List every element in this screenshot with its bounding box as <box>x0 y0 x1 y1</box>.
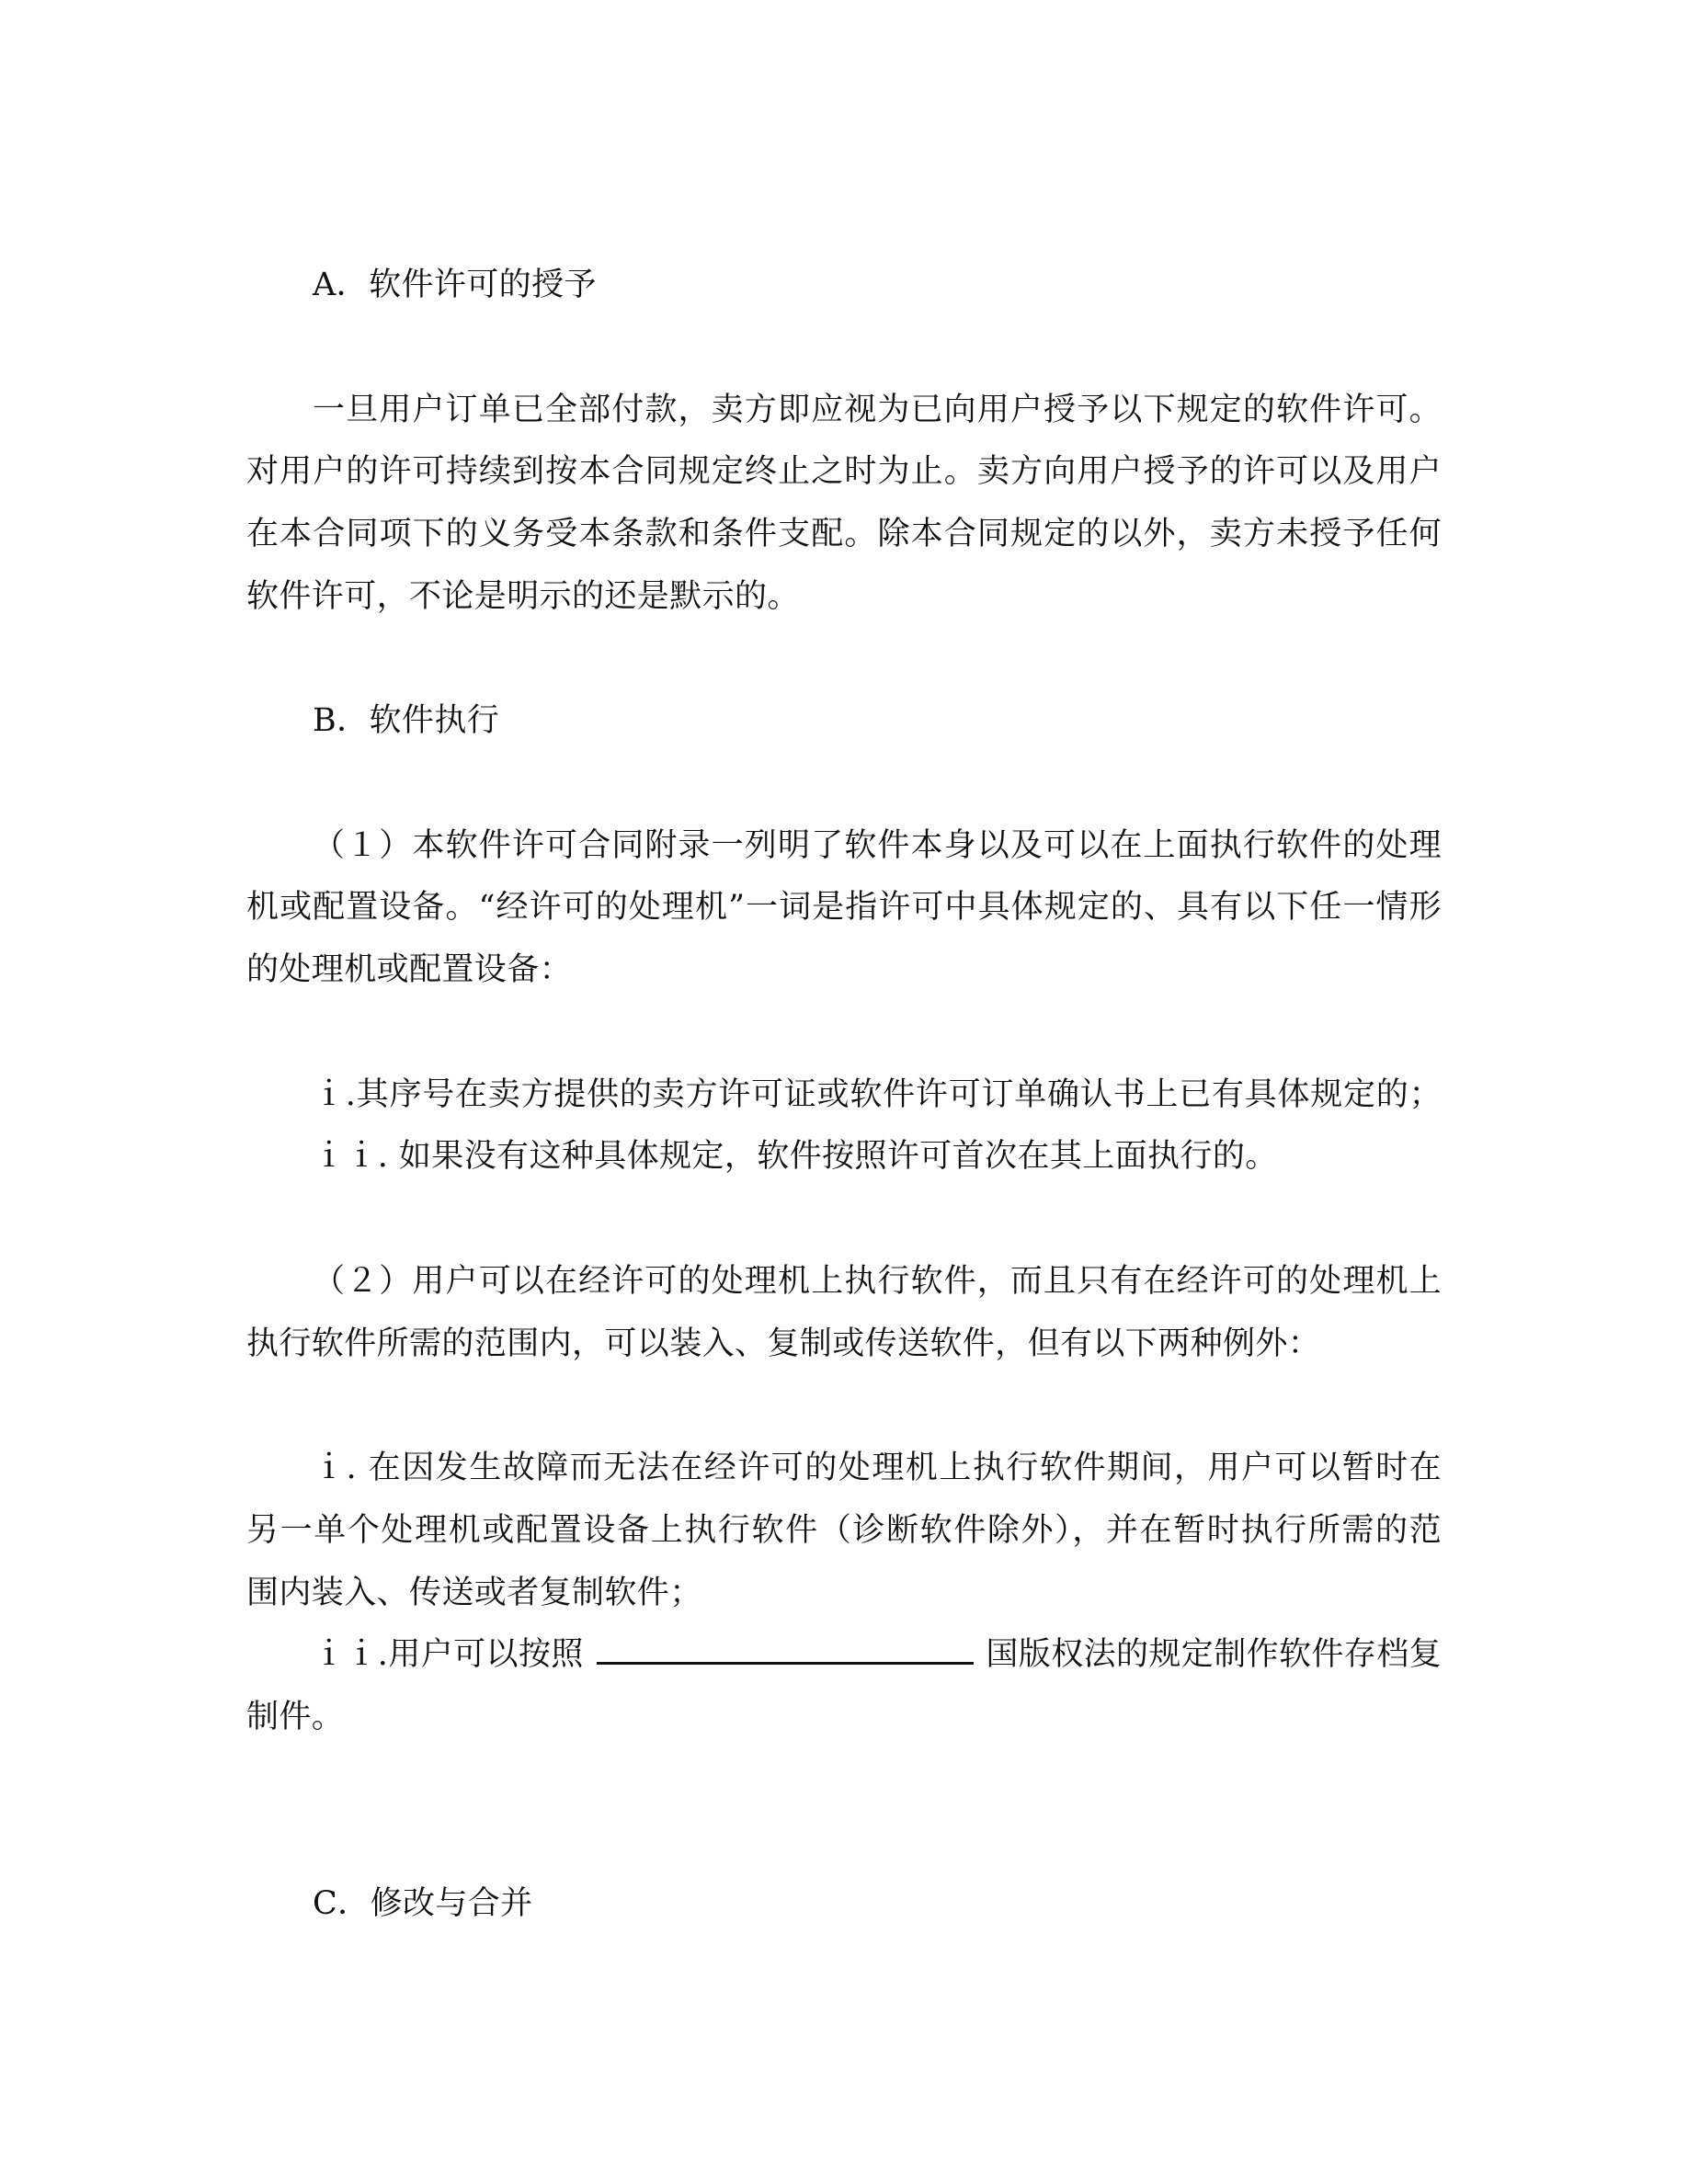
exception-item-i-line: 另一单个处理机或配置设备上执行软件（诊断软件除外），并在暂时执行所需的范 <box>246 1512 1442 1549</box>
section-c-heading: C．修改与合并 <box>313 1885 533 1922</box>
list-item-i: ｉ.其序号在卖方提供的卖方许可证或软件许可订单确认书上已有具体规定的； <box>313 1076 1442 1113</box>
exception-item-ii-continuation: 制件。 <box>246 1699 345 1735</box>
section-a-heading: A．软件许可的授予 <box>313 267 597 303</box>
section-a-line: 在本合同项下的义务受本条款和条件支配。除本合同规定的以外，卖方未授予任何 <box>246 516 1442 552</box>
exception-item-ii-text-start: ｉｉ.用户可以按照 <box>313 1636 584 1673</box>
section-b-heading: B．软件执行 <box>313 702 500 739</box>
exception-item-ii-line <box>313 1632 1442 1677</box>
exception-item-i-line: ｉ. 在因发生故障而无法在经许可的处理机上执行软件期间，用户可以暂时在 <box>313 1450 1442 1486</box>
exception-item-ii-text-end: 国版权法的规定制作软件存档复 <box>986 1636 1442 1673</box>
section-b-para1-line: 机或配置设备。“经许可的处理机”一词是指许可中具体规定的、具有以下任一情形 <box>246 889 1442 926</box>
section-a-line: 对用户的许可持续到按本合同规定终止之时为止。卖方向用户授予的许可以及用户 <box>246 453 1442 490</box>
section-b-para1-line: （１）本软件许可合同附录一列明了软件本身以及可以在上面执行软件的处理 <box>313 827 1442 864</box>
section-b-para2-line: （２）用户可以在经许可的处理机上执行软件，而且只有在经许可的处理机上 <box>313 1263 1442 1300</box>
section-a-line: 一旦用户订单已全部付款，卖方即应视为已向用户授予以下规定的软件许可。 <box>313 392 1442 428</box>
section-a-line: 软件许可，不论是明示的还是默示的。 <box>246 578 800 615</box>
list-item-ii: ｉｉ. 如果没有这种具体规定，软件按照许可首次在其上面执行的。 <box>313 1138 1278 1175</box>
section-b-para2-line: 执行软件所需的范围内，可以装入、复制或传送软件，但有以下两种例外： <box>246 1325 1321 1362</box>
exception-item-i-line: 围内装入、传送或者复制软件； <box>246 1575 702 1611</box>
section-b-para1-line: 的处理机或配置设备： <box>246 951 573 988</box>
fill-in-blank <box>597 1634 974 1665</box>
